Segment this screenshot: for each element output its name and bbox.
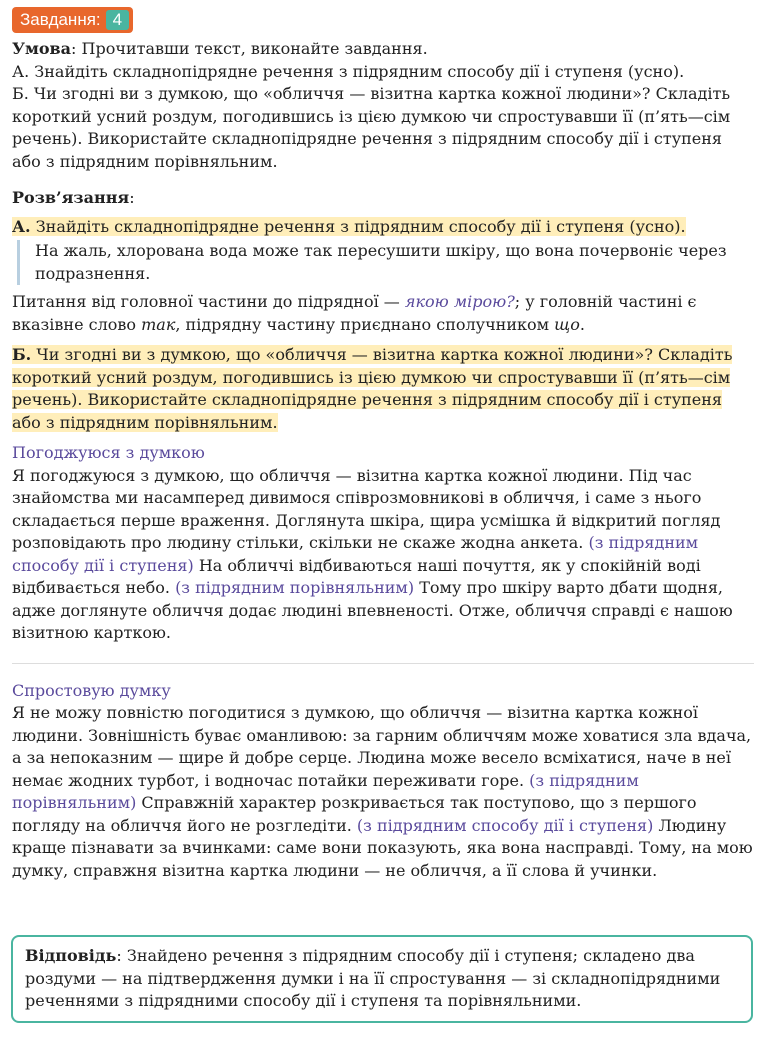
agree-tag: (з підрядним способу дії і ступеня) <box>12 533 699 575</box>
answer-text: Знайдено речення з підрядним способу дії і ступеня; складено два роздуми — на підтвердження думки і на її спростування — зі складнопідрядними реченнями з підрядними способу дії і ступеня та порівняльними. <box>25 946 721 1010</box>
solution-a-prefix: А. <box>12 216 31 236</box>
agree-title: Погоджуюся з думкою <box>12 443 205 462</box>
answer-box: Відповідь: Знайдено речення з підрядним способу дії і ступеня; складено два роздуми — на підтвердження думки і на її спростування — зі складнопідрядними реченнями з підрядними способу дії і ступеня та порівняльними. <box>11 935 753 1023</box>
disagree-title: Спростовую думку <box>12 680 171 700</box>
condition-intro: Умова: Прочитавши текст, виконайте завдання. <box>12 39 428 58</box>
task-number: 4 <box>106 10 129 30</box>
agree-paragraph <box>12 465 754 645</box>
divider <box>12 663 754 664</box>
solution-a-text: Знайдіть складнопідрядне речення з підрядним способу дії і ступеня (усно). <box>35 216 686 236</box>
disagree-text: Справжній характер розкривається так поступово, що з першого погляду на обличчя його не розгледіти. <box>12 793 697 835</box>
solution-b-prefix: Б. <box>12 345 32 364</box>
solution-label: Розв’язання <box>12 188 130 207</box>
main-content <box>12 38 754 882</box>
explanation-text: , підрядну частину приєднано сполучником <box>175 314 550 334</box>
condition-label: Умова <box>12 39 72 58</box>
disagree-paragraph <box>12 702 754 882</box>
disagree-text: Я не можу повністю погодитися з думкою, що обличчя — візитна картка кожної людини. Зовнішність буває оманливою: за гарним обличчям може ховатися зла вдача, а за непоказним — щире й добре серце. Людина може весело всміхатися, наче в неї немає жодних турбот, і водночас потайки переживати горе. <box>12 703 752 790</box>
solution-heading: Розв’язання: <box>12 188 135 207</box>
disagree-tag: (з підрядним порівняльним) <box>12 770 639 812</box>
task-badge <box>12 7 133 33</box>
condition-a: А. Знайдіть складнопідрядне речення з підрядним способу дії і ступеня (усно). <box>12 61 685 81</box>
explanation-word: так <box>141 314 176 334</box>
agree-text: Тому про шкіру варто дбати щодня, адже доглянуте обличчя додає людині впевненості. Отже, обличчя справді є нашою візитною карткою. <box>12 578 733 642</box>
condition-intro-text: Прочитавши текст, виконайте завдання. <box>81 39 428 58</box>
explanation-text: ; у головній частині є вказівне слово <box>12 292 697 334</box>
explanation-text: . <box>579 314 585 334</box>
answer-label: Відповідь <box>25 946 117 965</box>
example-quote: На жаль, хлорована вода може так пересушити шкіру, що вона почервоніє через подразнення. <box>17 240 754 285</box>
disagree-tag: (з підрядним способу дії і ступеня) <box>356 815 654 835</box>
agree-text: На обличчі відбиваються наші почуття, як у спокійній воді відбивається небо. <box>12 555 701 597</box>
agree-text: Я погоджуюся з думкою, що обличчя — візитна картка кожної людини. Під час знайомства ми насамперед дивимося співрозмовникові в обличчя, і саме з нього складається перше враження. Доглянута шкіра, щира усмішка й відкритий погляд розповідають про людину стільки, скільки не скаже жодна анкета. <box>12 465 721 552</box>
agree-tag: (з підрядним порівняльним) <box>175 578 415 597</box>
condition-b: Б. Чи згодні ви з думкою, що «обличчя — візитна картка кожної людини»? Складіть короткий усний роздум, погодившись із цією думкою чи спростувавши її (п’ять—сім речень). Використайте складнопідрядне речення з підрядним способу дії і ступеня або з підрядним порівняльним. <box>12 84 731 171</box>
solution-a-explanation <box>12 291 754 336</box>
explanation-question: якою мірою? <box>404 292 515 311</box>
explanation-text: Питання від головної частини до підрядної — <box>12 292 400 311</box>
solution-a <box>12 216 754 239</box>
solution-b <box>12 344 754 434</box>
explanation-word: що <box>554 314 580 334</box>
disagree-text: Людину краще пізнавати за вчинками: саме вони показують, яка вона насправді. Тому, на мою думку, справжня візитна картка людини — не обличчя, а її слова й учинки. <box>12 815 753 880</box>
task-label: Завдання: <box>20 10 101 29</box>
solution-b-text: Чи згодні ви з думкою, що «обличчя — візитна картка кожної людини»? Складіть короткий усний роздум, погодившись із цією думкою чи спростувавши її (п’ять—сім речень). Використайте складнопідрядне речення з підрядним способу дії і ступеня або з підрядним порівняльним. <box>12 345 733 432</box>
